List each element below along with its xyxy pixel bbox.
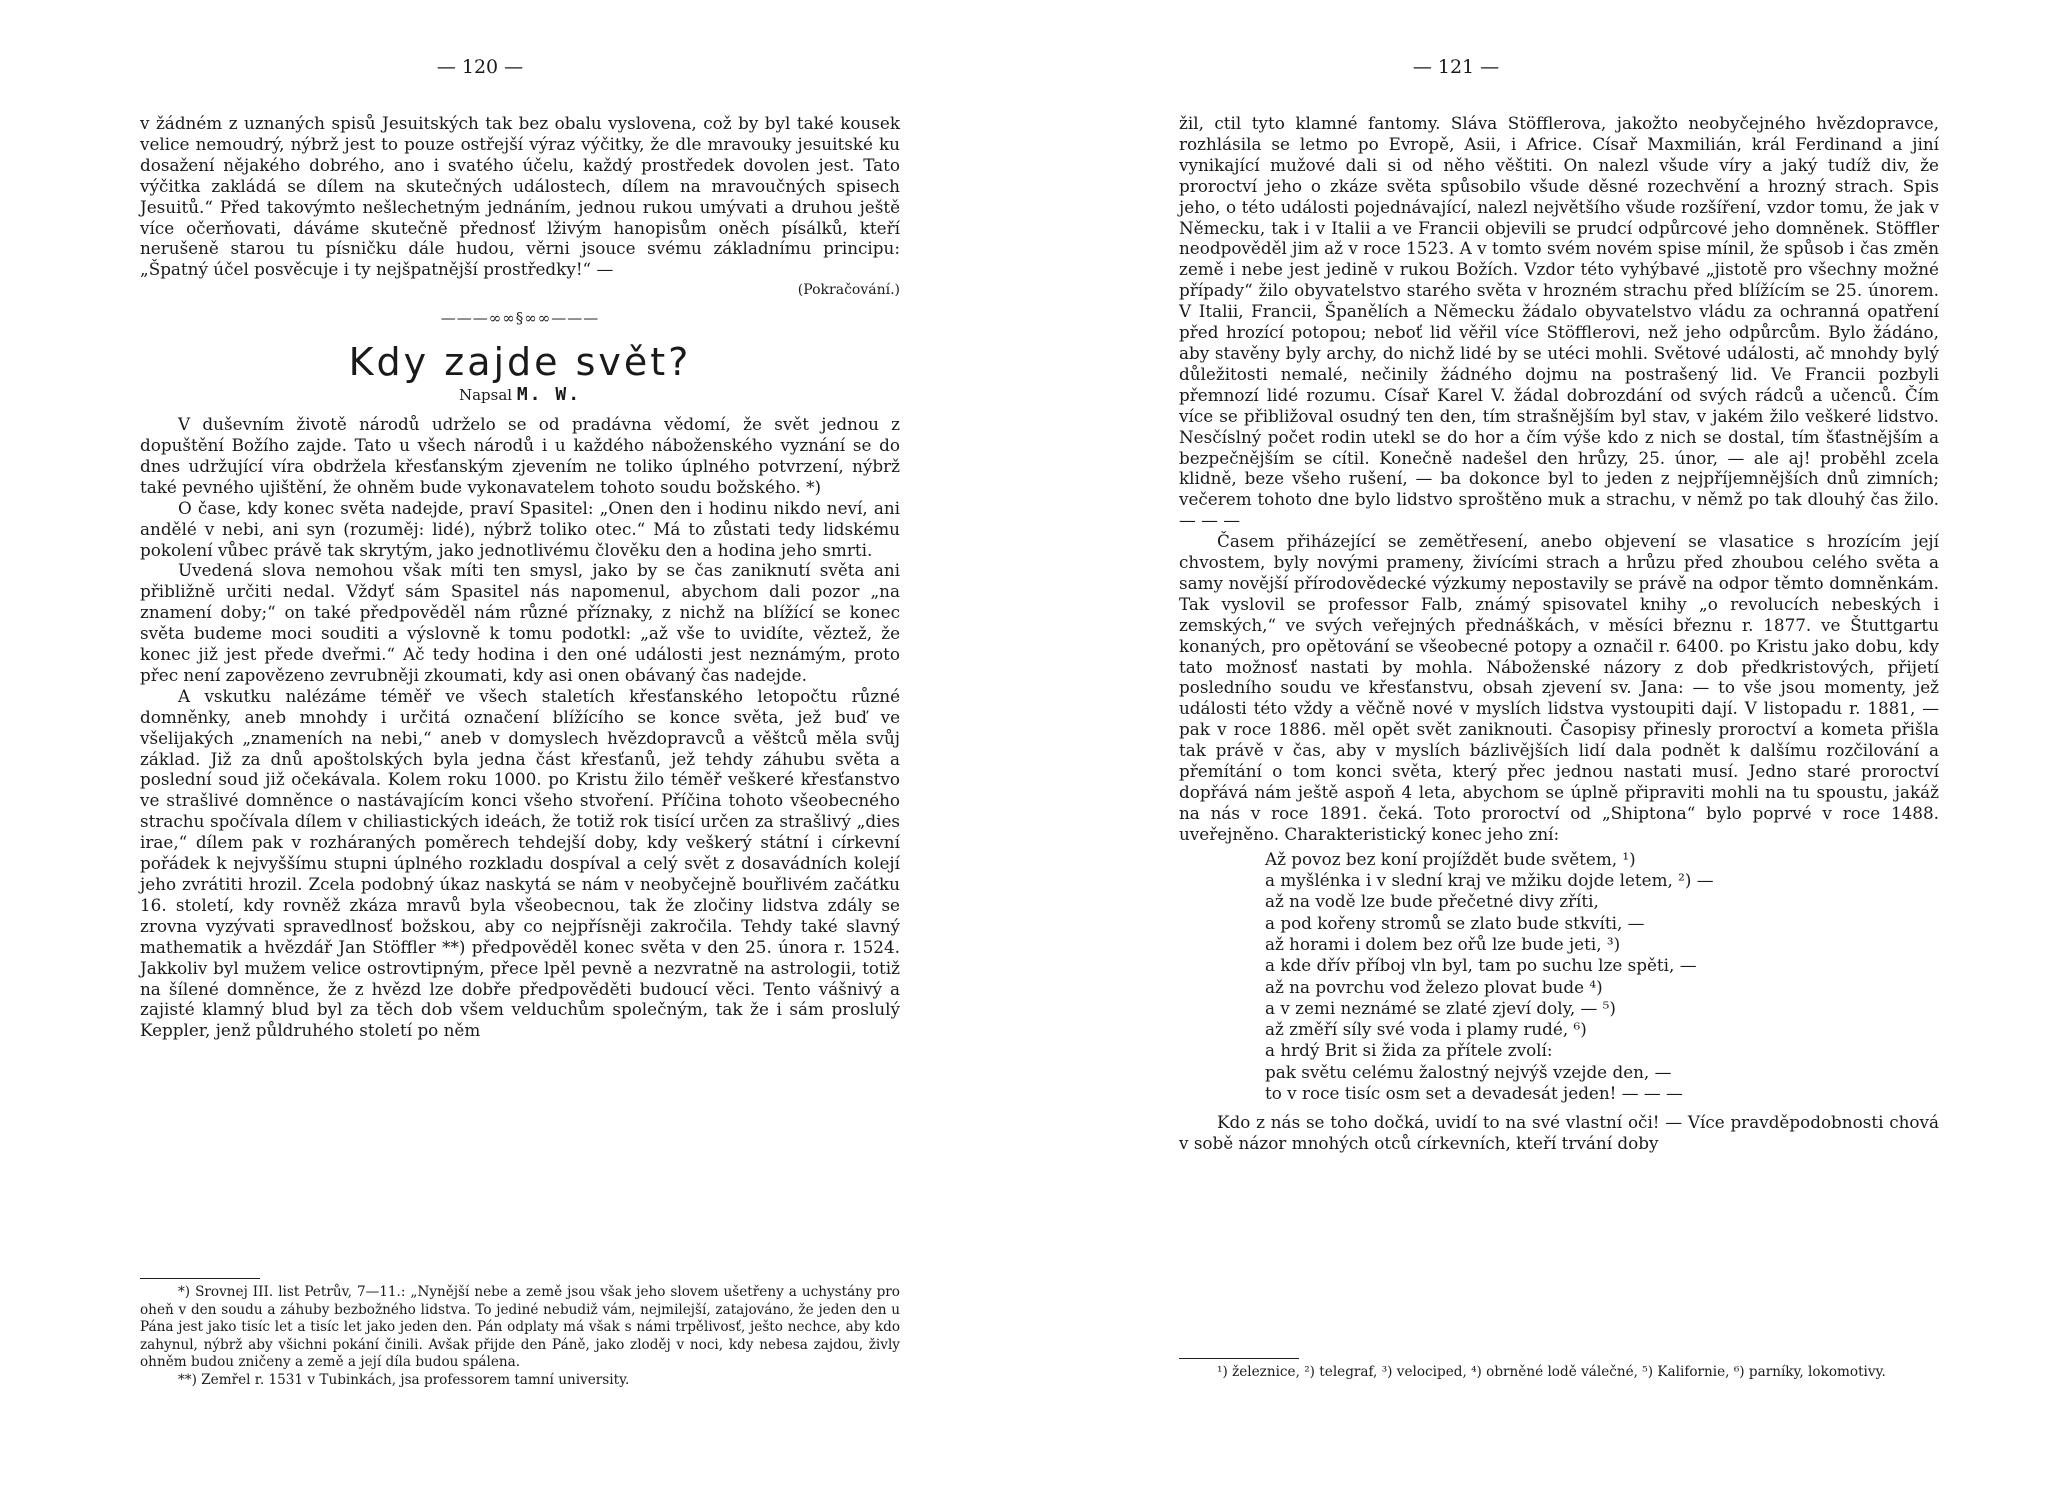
right-page <box>1031 0 2062 1500</box>
article-title: Kdy zajde svět? <box>348 340 692 385</box>
right-paragraph-2: Časem přiházející se zemětřesení, anebo objevení se vlasatice s hrozícím její chvostem, byly novými prameny, živícími strach a hrůzu před zhoubou celého světa a samy novější přírodovědecké výzkumy nepostavily se právě na odpor těmto domněnkám. Tak vyslovil se professor Falb, známý spisovatel knihy „o revolucích nebeských i zemských,“ ve svých veřejných přednáškách, v měsíci březnu r. 1877. ve Štuttgartu konaných, pro opětování se všeobecné potopy a označil r. 6400. po Kristu jako dobu, kdy tato možnosť nastati by mohla. Náboženské názory z dob předkristových, přijetí posledního soudu ve křesťanstvu, obsah zjevení sv. Jana: — to vše jsou momenty, jež události této vždy a věčně nové v myslích lidstva vystoupiti dají. V listopadu r. 1881, — pak v roce 1886. měl opět svět zaniknouti. Časopisy přinesly proroctví a kometa přišla tak právě v čas, aby v myslích bázlivějších lidí dala podnět k dalšímu rozčilování a přemítání o tom konci světa, který přec jednou nastati musí. Jedno staré proroctví dopřává nám ještě aspoň 4 leta, abychom se úplně připraviti mohli na tu spoustu, jakáž na nás v roce 1891. čeká. Toto proroctví od „Shiptona“ bylo poprvé v roce 1488. uveřejněno. Charakteristický konec jeho zní: <box>1179 531 1939 844</box>
continuation-note: (Pokračování.) <box>797 282 900 299</box>
section-ornament: ———∞∞§∞∞——— <box>440 309 600 328</box>
poem-line: až horami i dolem bez ořů lze bude jeti, ³) <box>1265 933 1621 954</box>
continued-paragraph: v žádném z uznaných spisů Jesuitských tak bez obalu vyslovena, což by byl také kousek velice nemoudrý, nýbrž jest to pouze ostřejší výraz výčitky, že dle mravouky jesuitské ku dosažení nějakého dobrého, ano i svatého účelu, každý prostředek dovolen jest. Tato výčitka zakládá se dílem na skutečných událostech, dílem na mravoučných spisech Jesuitů.“ Před takovýmto nešlechetným jednáním, jednou rukou umývati a druhou ještě více očerňovati, dáváme skutečně přednosť lživým hanopisům oněch písálků, kteří nerušeně starou tu písničku dále hudou, věrni jsouce svému základnímu principu: „Špatný účel posvěcuje i ty nejšpatnější prostředky!“ — <box>140 113 900 280</box>
paragraph-4: A vskutku nalézáme téměř ve všech staletích křesťanského letopočtu různé domněnky, aneb mnohdy i určitá označení blížícího se konce světa, jež buď ve všelijakých „znameních na nebi,“ aneb v domyslech hvězdopravců a věštců měla svůj základ. Již za dnů apoštolských byla jedna část křesťanů, jež tehdy záhubu světa a poslední soud již očekávala. Kolem roku 1000. po Kristu žilo téměř veškeré křesťanstvo ve strašlivé domněnce o nastávajícím konci všeho stvoření. Příčina tohoto všeobecného strachu spočívala dílem v chiliastických ideách, že totiž rok tisící určen za strašlivý „dies irae,“ dílem pak v rozháraných poměrech tehdejší doby, kdy veškerý státní i církevní pořádek k nejvyššímu stupni úplného rozkladu dospíval a celý svět z dosavádních kolejí jeho zvrátiti hrozil. Zcela podobný úkaz naskytá se nám v neobyčejně bouřlivém začátku 16. století, kdy rovněž zkáza mravů byla všeobecnou, tak že zločiny lidstva zdály se zrovna vyzývati spravedlnosť božskou, aby co nejpřísněji zakročila. Tehdy také slavný mathematik a hvězdář Jan Stöffler **) předpověděl konec světa v den 25. února r. 1524. Jakkoliv byl mužem velice ostrovtipným, přece lpěl pevně a nezvratně na astrologii, totiž na šílené domněnce, že z hvězd lze dobře předpověděti budoucí věci. Tento vášnivý a zajisté klamný blud byl za těch dob všem velduchům společným, tak že i sám proslulý Keppler, jenž půldruhého století po něm <box>140 685 900 1041</box>
footnote-1: *) Srovnej III. list Petrův, 7—11.: „Nynější nebe a země jsou však jeho slovem ušetřeny a uchystány pro oheň v den soudu a záhuby bezbožného lidstva. To jediné nebudiž vám, nejmilejší, zatajováno, že jeden den u Pána jest jako tisíc let a tisíc let jako jeden den. Pán odplaty má však s námi trpělivosť, ješto nechce, aby kdo zahynul, nýbrž aby všichni pokání činili. Avšak přijde den Páně, jako zloděj v noci, kdy nebesa zajdou, živly ohněm budou zničeny a země a její díla budou spálena. <box>140 1284 900 1371</box>
right-paragraph-1: žil, ctil tyto klamné fantomy. Sláva Stöfflerova, jakožto neobyčejného hvězdopravce, rozhlásila se letmo po Evropě, Asii, i Africe. Císař Maxmilián, král Ferdinand a jiní vynikající mužové dali si od něho věštiti. On nalezl všude víry a jaký tudíž div, že proroctví jeho o zkáze světa spůsobilo všude děsné rozechvění a hrozný strach. Spis jeho, o této události pojednávající, nalezl největšího všude rozšíření, vzdor tomu, že jak v Německu, tak i v Italii a ve Francii objevili se prudcí odpůrcové jeho domněnek. Stöffler neodpověděl jim až v roce 1523. A v tomto svém novém spise mínil, že spůsob i čas změn země i nebe jest jedině v rukou Božích. Vzdor této vyhýbavé „jistotě pro všechny možné případy“ žilo obyvatelstvo starého světa v hrozném strachu před blížícím se 25. únorem. V Italii, Francii, Španělích a Německu žádalo obyvatelstvo vládu za ochranná opatření před hrozící potopou; neboť lid věřil více Stöfflerovi, než jeho odpůrcům. Bylo žádáno, aby stavěny byly archy, do nichž lidé by se utéci mohli. Světové události, ač mnohdy bylý důležitosti nemalé, nečinily žádného dojmu na postrašený lid. Ve Francii pozbyli přemnozí lidé rozumu. Císař Karel V. žádal dobrozdání od svých rádců a učenců. Čím více se přibližoval osudný ten den, tím strašnějším byl stav, v jakém žilo veškeré lidstvo. Nesčíslný počet rodin utekl se do hor a čím výše kdo z nich se dostal, tím šťastnějším a bezpečnějším se cítil. Konečně nadešel den hrůzy, 25. únor, — ale aj! proběhl zcela klidně, beze všeho rušení, — ba dokonce byl to jeden z nejpříjemnějších dnů zimních; večerem tohoto dne bylo lidstvo sproštěno muk a strachu, v němž po tak dlouhý čas žilo. — — — <box>1179 113 1939 531</box>
poem-line: až na vodě lze bude přečetné divy zříti, <box>1265 891 1599 912</box>
paragraph-2: O čase, kdy konec světa nadejde, praví Spasitel: „Onen den i hodinu nikdo neví, ani andělé v nebi, ani syn (rozuměj: lidé), nýbrž toliko otec.“ Má to zůstati tedy lidskému pokolení vůbec právě tak skrytým, jako jednotlivému člověku den a hodina jeho smrti. <box>140 497 900 560</box>
prophecy-poem <box>1179 849 1939 1105</box>
footnote-rule-left <box>140 1278 260 1279</box>
poem-line: a hrdý Brit si žida za přítele zvolí: <box>1265 1040 1553 1061</box>
closing-paragraph: Kdo z nás se toho dočká, uvidí to na své vlastní oči! — Více pravděpodobnosti chová v sobě názor mnohých otců církevních, kteří trvání doby <box>1179 1112 1939 1154</box>
byline-author: M. W. <box>516 384 582 406</box>
right-footnotes <box>1179 1364 1939 1382</box>
footnote-rule-right <box>1179 1358 1299 1359</box>
poem-footnote: ¹) železnice, ²) telegraf, ³) velociped, ⁴) obrněné lodě válečné, ⁵) Kalifornie, ⁶) parníky, lokomotivy. <box>1217 1364 1886 1380</box>
poem-line: to v roce tisíc osm set a devadesát jeden! — — — <box>1265 1082 1683 1103</box>
left-footnotes <box>140 1284 900 1390</box>
poem-line: a v zemi neznámé se zlaté zjeví doly, — ⁵) <box>1265 997 1616 1018</box>
page-number-right: — 121 — <box>1412 56 1500 78</box>
footnote-2: **) Zemřel r. 1531 v Tubinkách, jsa professorem tamní university. <box>178 1371 630 1388</box>
right-text-column <box>1179 113 1939 1154</box>
byline-prefix: Napsal <box>458 386 513 405</box>
poem-line: až na povrchu vod železo plovat bude ⁴) <box>1265 976 1603 997</box>
paragraph-3: Uvedená slova nemohou však míti ten smysl, jako by se čas zaniknutí světa ani přibližně určiti nedal. Vždyť sám Spasitel nás napomenul, abychom dali pozor „na znamení doby;“ on také předpověděl nám různé příznaky, z nichž na blížící se konec světa budeme moci souditi a výslovně k tomu podotkl: „až vše to uvidíte, věztež, že konec již jest přede dveřmi.“ Ač tedy hodina i den oné události jest neznámým, proto přec není zapovězeno zevrubněji zkoumati, kdy asi onen obávaný čas nadejde. <box>140 560 900 685</box>
page-number-left: — 120 — <box>436 56 524 78</box>
paragraph-1: V duševním životě národů udrželo se od pradávna vědomí, že svět jednou z dopuštění Božího zajde. Tato u všech národů i u každého náboženského vyznání se do dnes udržující víra obdržela křesťanským zjevením ne toliko úplného potvrzení, nýbrž také pevného ujištění, že ohněm bude vykonavatelem tohoto soudu božského. *) <box>140 414 900 497</box>
poem-line: až změří síly své voda i plamy rudé, ⁶) <box>1265 1019 1587 1040</box>
left-text-column <box>140 113 900 1041</box>
poem-line: a pod kořeny stromů se zlato bude stkvíti, — <box>1265 912 1645 933</box>
byline <box>140 385 900 406</box>
poem-line: a kde dřív příboj vln byl, tam po suchu lze spěti, — <box>1265 955 1697 976</box>
poem-line: Až povoz bez koní projíždět bude světem, ¹) <box>1265 848 1636 869</box>
poem-line: pak světu celému žalostný nejvýš vzejde den, — <box>1265 1061 1672 1082</box>
poem-line: a myšlénka i v slední kraj ve mžiku dojde letem, ²) — <box>1265 870 1714 891</box>
